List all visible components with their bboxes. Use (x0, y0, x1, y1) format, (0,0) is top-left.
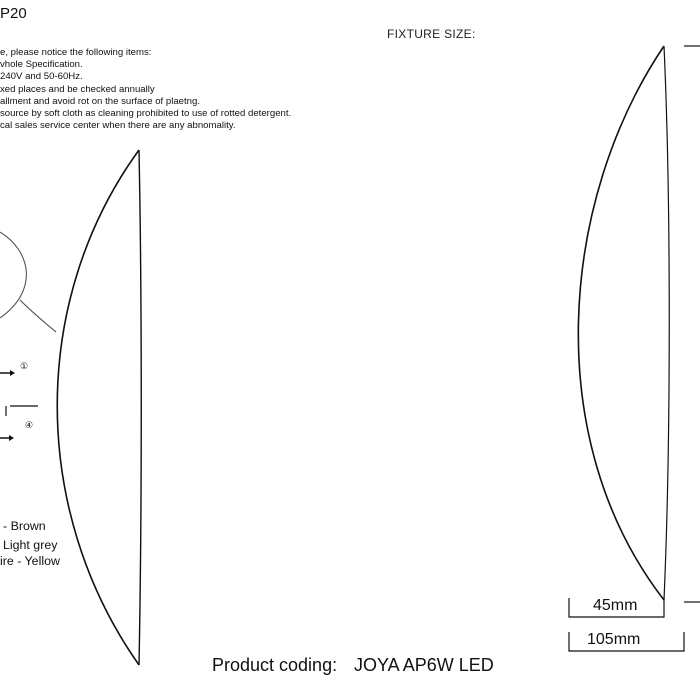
arrow-one-head (10, 370, 15, 376)
notice-item: 240V and 50-60Hz. (0, 71, 83, 83)
right-lamp-outer-curve (578, 46, 664, 600)
notice-item: source by soft cloth as cleaning prohibited to use of rotted detergent. (0, 108, 292, 120)
notice-item: allment and avoid rot on the surface of plaetng. (0, 95, 200, 107)
width-dimension-value: 105mm (587, 631, 641, 648)
right-lamp-inner-edge (664, 46, 669, 600)
notice-item: e, please notice the following items: (0, 47, 152, 58)
left-lamp-inner-edge (139, 150, 141, 665)
page-title: P20 (0, 5, 27, 22)
product-coding-label: Product coding: (212, 655, 338, 675)
mount-sketch-cable (20, 300, 56, 332)
product-coding-value: JOYA AP6W LED (354, 655, 494, 675)
left-lamp-outer-curve (57, 150, 139, 665)
notice-item: cal sales service center when there are any abnomality. (0, 120, 236, 132)
notice-list (0, 47, 291, 132)
marker-one: ① (20, 361, 29, 371)
notice-item: vhole Specification. (0, 59, 83, 71)
mount-sketch-arc (0, 232, 26, 318)
notice-item: xed places and be checked annually (0, 83, 155, 95)
wire-yellow-label: ire - Yellow (0, 554, 60, 568)
depth-dimension-value: 45mm (593, 597, 638, 614)
arrow-four-head (9, 435, 14, 441)
marker-four: ④ (25, 420, 34, 430)
wire-brown-label: - Brown (3, 519, 46, 533)
fixture-size-label: FIXTURE SIZE: (387, 27, 476, 41)
wire-light-grey-label: Light grey (3, 538, 58, 552)
